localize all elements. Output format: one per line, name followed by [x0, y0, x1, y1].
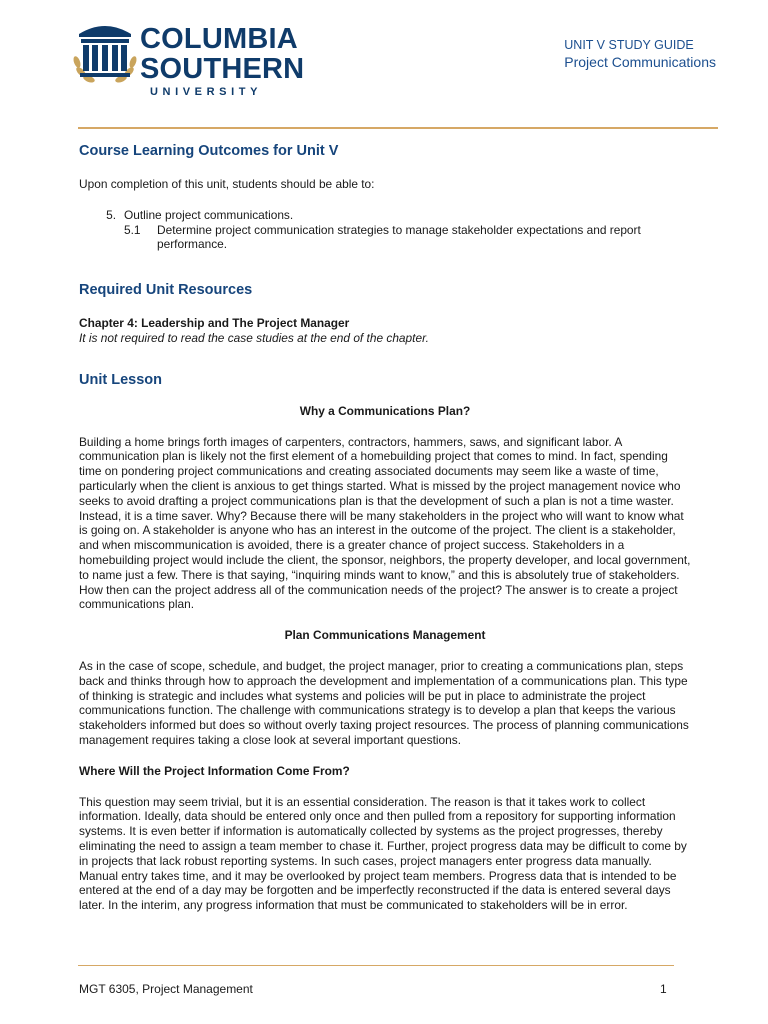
outcomes-list — [79, 208, 691, 252]
document-body — [79, 141, 691, 913]
footer-course: MGT 6305, Project Management — [79, 982, 253, 996]
study-guide-label — [564, 38, 716, 71]
lesson-subheading-3: Where Will the Project Information Come From? — [79, 763, 350, 778]
outcome-item — [79, 208, 691, 223]
university-logo — [72, 18, 322, 102]
outcomes-heading: Course Learning Outcomes for Unit V — [79, 143, 339, 159]
page-header — [0, 0, 768, 130]
lesson-paragraph-2: As in the case of scope, schedule, and budget, the project manager, prior to creating a communications plan, steps back and thinks through how to approach the development and implementation of a communications plan. This type of thinking is strategic and includes what systems and policies will be put in place to administrate the project communications function. The challenge with communications strategy is to develop a plan that keeps the various stakeholders informed but does so without overly taxing project resources. The process of planning communications management requires taking a close look at several important questions. — [79, 658, 689, 747]
outcome-text: Determine project communication strategies to manage stakeholder expectations and report performance. — [157, 222, 641, 252]
outcome-number: 5.1 — [124, 222, 141, 237]
resources-heading: Required Unit Resources — [79, 282, 253, 299]
study-guide-topic: Project Communications — [564, 54, 716, 70]
outcome-text: Outline project communications. — [124, 207, 294, 222]
resources-note: It is not required to read the case studies at the end of the chapter. — [79, 330, 429, 345]
lesson-subheading-2: Plan Communications Management — [284, 628, 486, 643]
page-number: 1 — [660, 982, 667, 996]
resources-chapter: Chapter 4: Leadership and The Project Manager — [79, 316, 350, 331]
logo-wordmark-line3: UNIVERSITY — [150, 86, 263, 98]
study-guide-unit: UNIT V STUDY GUIDE — [564, 38, 694, 52]
logo-wordmark-line2: SOUTHERN — [140, 53, 305, 85]
columns-building-icon — [72, 18, 138, 84]
lesson-paragraph-1: Building a home brings forth images of carpenters, contractors, hammers, saws, and significant labor. A communication plan is likely not the first element of a homebuilding project that comes to mind. In fact, spending time on pondering project communications and creating associated documents may seem like a waste of time, particularly when the client is anxious to get things started. What is missed by the project management novice who seeks to avoid drafting a project communications plan is that the development of such a plan is not a time waster. Instead, it is a time saver. Why? Because there will be many stakeholders in the project who will want to know what is going on. A stakeholder is anyone who has an interest in the outcome of the project. The client is a stakeholder, and when miscommunication is avoided, there is a greater chance of project success. Stakeholders in a homebuilding project would include the client, the sponsor, neighbors, the property developer, and local government, to name just a few. There is that saying, “inquiring minds want to know,” and this is absolutely true of stakeholders. How then can the project address all of the communication needs of the project? The answer is to create a project communications plan. — [79, 434, 691, 612]
footer-divider — [78, 965, 674, 966]
lesson-subheading-1: Why a Communications Plan? — [299, 403, 471, 418]
outcome-item — [79, 223, 691, 253]
logo-wordmark-line1: COLUMBIA — [140, 23, 298, 55]
outcome-number: 5. — [106, 207, 116, 222]
lesson-heading: Unit Lesson — [79, 371, 162, 388]
header-divider — [78, 127, 718, 129]
lesson-paragraph-3: This question may seem trivial, but it is an essential consideration. The reason is that it takes work to collect information. Ideally, data should be entered only once and then pulled from a repository for supporting information systems. It is even better if information is automatically collected by systems as the project progresses, thereby eliminating the need to assign a team member to chase it. Further, project progress data may be difficult to come by in projects that lack robust reporting systems. In such cases, project managers enter progress data manually. Manual entry takes time, and it may be overlooked by project team members. Progress data that is intended to be entered at the end of a day may be forgotten and be imperfectly reconstructed if the data is entered several days later. In the interim, any progress information that must be communicated to stakeholders will be in error. — [79, 794, 687, 913]
outcomes-intro: Upon completion of this unit, students should be able to: — [79, 177, 375, 191]
